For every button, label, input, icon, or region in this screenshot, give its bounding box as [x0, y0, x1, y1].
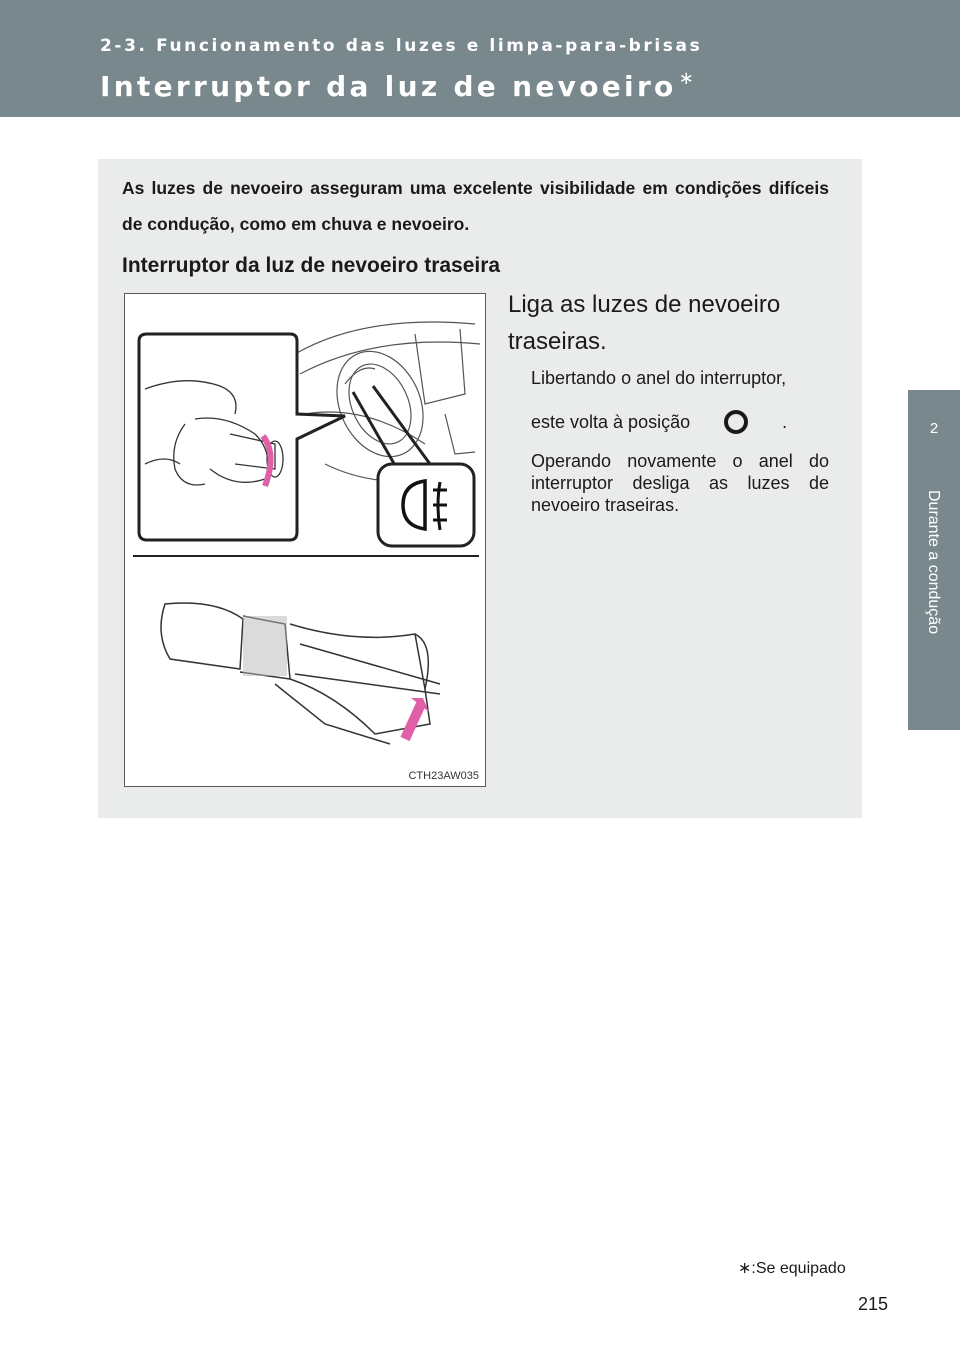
figure-code: CTH23AW035: [408, 770, 479, 782]
off-position-circle-icon: [724, 410, 748, 434]
subheading: Interruptor da luz de nevoeiro traseira: [122, 254, 501, 277]
footnote: ∗:Se equipado: [738, 1260, 846, 1277]
page-title-text: Interruptor da luz de nevoeiro: [100, 70, 677, 103]
fog-switch-illustration: [124, 293, 486, 787]
chapter-number: 2: [929, 420, 939, 437]
lever-sketch: [161, 603, 440, 744]
intro-paragraph: As luzes de nevoeiro asseguram uma excelente visibilidade em condições difíceis de condução, como em chuva e nevoeiro.: [122, 178, 829, 234]
section-label: 2-3. Funcionamento das luzes e limpa-para-brisas: [100, 36, 703, 56]
main-description: Liga as luzes de nevoeiro traseiras.: [508, 291, 781, 355]
detail-line-2-end: .: [782, 412, 788, 432]
chapter-label: Durante a condução: [925, 490, 942, 635]
detail-line-1: Libertando o anel do interruptor,: [531, 368, 787, 388]
turn-arrow-bottom: [405, 704, 421, 739]
lever-ring: [243, 616, 287, 676]
page-header: [0, 0, 960, 117]
dashboard-sketch: [295, 322, 480, 482]
title-asterisk: ∗: [678, 68, 694, 89]
detail-paragraph: Operando novamente o anel do interruptor desliga as luzes de nevoeiro traseiras.: [531, 451, 829, 515]
illustration-drawing: [125, 294, 486, 787]
detail-line-2-text: este volta à posição: [531, 412, 691, 432]
detail-line-2: [531, 410, 787, 434]
chapter-tab: [908, 390, 960, 730]
fog-icon-callout: [353, 386, 474, 546]
page-title: [100, 68, 694, 103]
page-number: 215: [858, 1294, 889, 1314]
